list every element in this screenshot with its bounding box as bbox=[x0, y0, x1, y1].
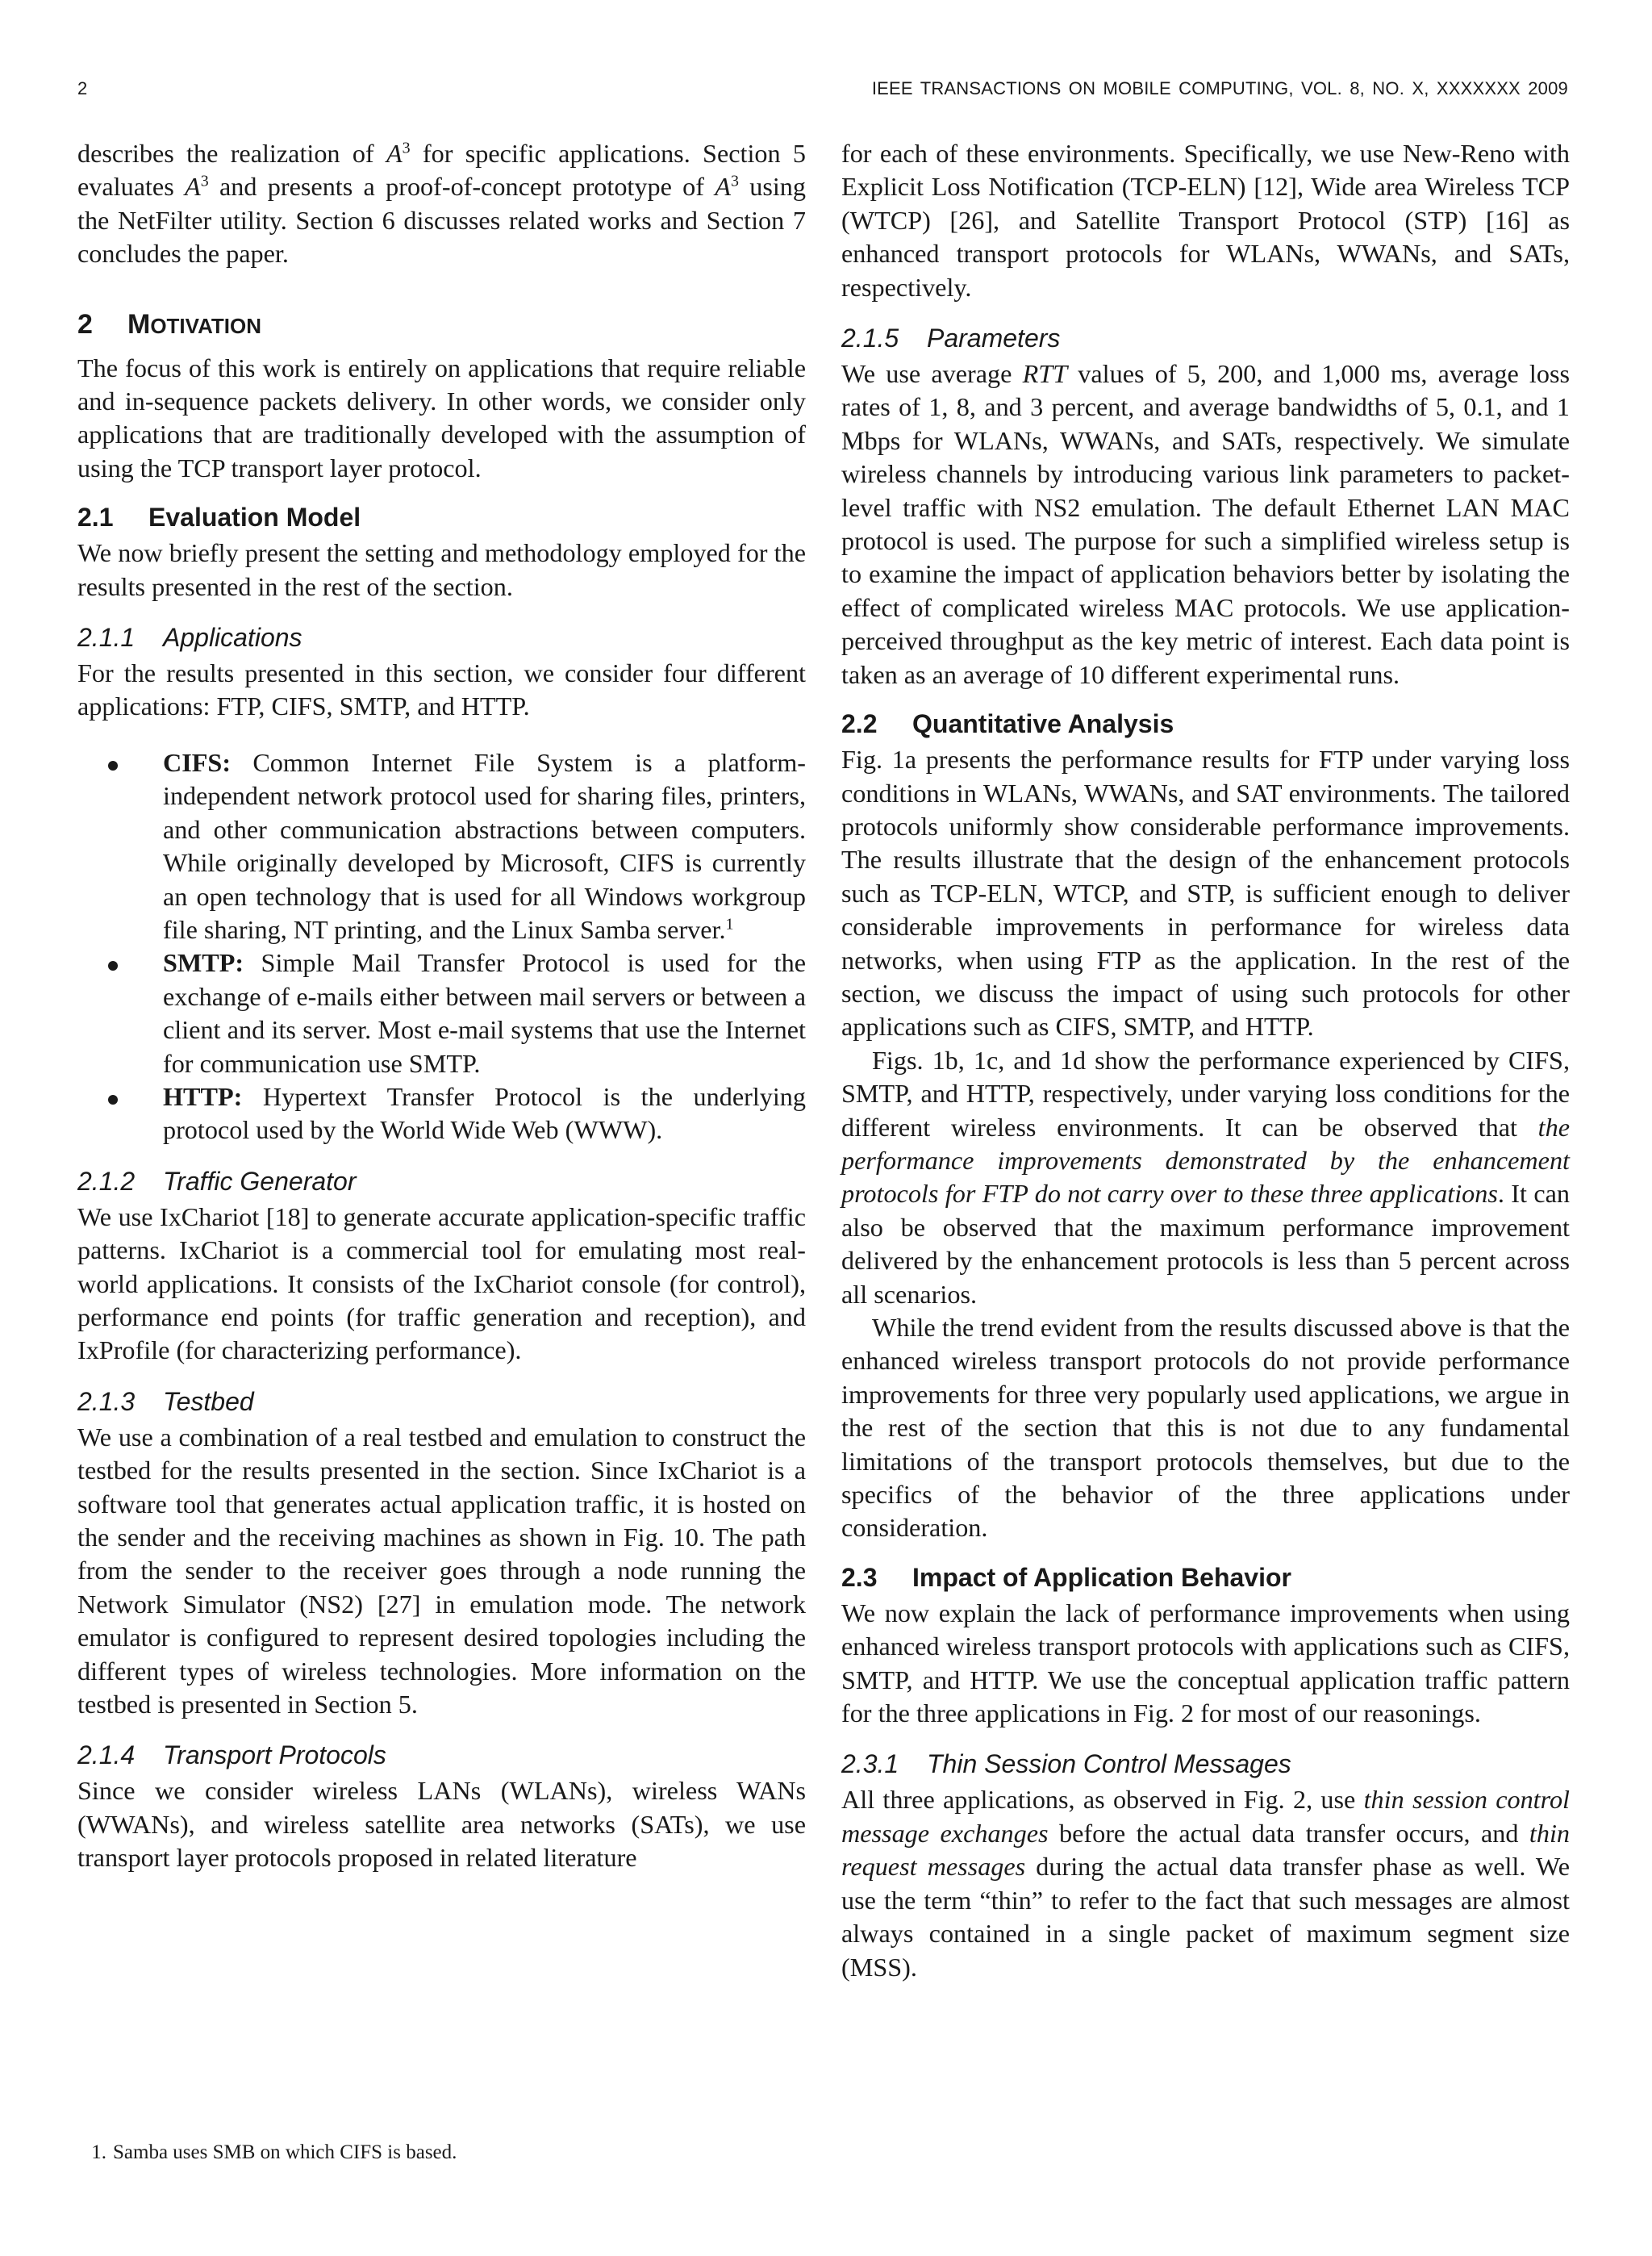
bullet-icon bbox=[108, 961, 118, 971]
subsubsection-heading-transport-protocols: 2.1.4 Transport Protocols bbox=[77, 1740, 386, 1770]
traffic-generator-paragraph: We use IxChariot [18] to generate accurate application-specific traffic patterns. IxChariot is a commercial tool for emulating most real-world applications. It consists of the IxChariot console (for control), performance end points (for traffic generation and reception), and IxProfile (for characterizing performance). bbox=[77, 1201, 806, 1365]
motivation-paragraph: The focus of this work is entirely on applications that require reliable and in-sequence packets delivery. In other words, we consider only applications that are traditionally developed with the assumption of using the TCP transport layer protocol. bbox=[77, 353, 806, 483]
subsubsection-heading-testbed: 2.1.3 Testbed bbox=[77, 1386, 254, 1416]
bullet-icon bbox=[108, 1095, 118, 1105]
testbed-paragraph: We use a combination of a real testbed and emulation to construct the testbed for the results presented in the section. Since IxChariot is a software tool that generates actual application traffic, it is hosted on the sender and the receiving machines as shown in Fig. 10. The path from the sender to the receiver goes through a node running the Network Simulator (NS2) [27] in emulation mode. The network emulator is configured to represent desired topologies including the different types of wireless technologies. More information on the testbed is presented in Section 5. bbox=[77, 1422, 806, 1719]
running-header bbox=[77, 78, 1568, 106]
quantitative-paragraph-1: Fig. 1a presents the performance results for FTP under varying loss conditions in WLANs, WWANs, and SAT environments. The tailored protocols uniformly show considerable performance improvements. The results illustrate that the design of the enhancement protocols such as TCP-ELN, WTCP, and STP, is sufficient enough to deliver considerable improvements in performance for wireless data networks, when using FTP as the application. In the rest of the section, we discuss the impact of using such protocols for other applications such as CIFS, SMTP, and HTTP. bbox=[841, 745, 1570, 1042]
quantitative-paragraph-3: While the trend evident from the results discussed above is that the enhanced wireless transport protocols do not provide performance improvements for three very popularly used applications, we argue in the rest of the section that this is not due to any fundamental limitations of the transport protocols themselves, but due to the specifics of the behavior of the three applications under consideration. bbox=[841, 1313, 1570, 1543]
subsubsection-heading-parameters: 2.1.5 Parameters bbox=[841, 324, 1061, 353]
subsubsection-heading-traffic-generator: 2.1.2 Traffic Generator bbox=[77, 1166, 357, 1196]
evaluation-model-paragraph: We now briefly present the setting and methodology employed for the results presented in the rest of the section. bbox=[77, 538, 806, 601]
application-list bbox=[77, 746, 806, 1147]
footnote: 1. Samba uses SMB on which CIFS is based. bbox=[91, 2141, 457, 2163]
subsection-heading-evaluation-model: 2.1 Evaluation Model bbox=[77, 503, 361, 533]
list-item-smtp: SMTP: Simple Mail Transfer Protocol is used for the exchange of e-mails either between mail servers or between a client and its server. Most e-mail systems that use the Internet for communication use SMTP. bbox=[77, 946, 806, 1080]
subsubsection-heading-thin-session: 2.3.1 Thin Session Control Messages bbox=[841, 1749, 1291, 1779]
subsection-heading-application-behavior: 2.3 Impact of Application Behavior bbox=[841, 1562, 1291, 1592]
thin-session-paragraph: All three applications, as observed in Fig. 2, use thin session control message exchanges before the actual data transfer occurs, and thin request messages during the actual data transfer phase as well. We use the term “thin” to refer to the fact that such messages are almost always contained in a single packet of maximum segment size (MSS). bbox=[841, 1785, 1570, 1982]
journal-header: IEEE TRANSACTIONS ON MOBILE COMPUTING, VOL. 8, NO. X, XXXXXXX 2009 bbox=[871, 78, 1568, 98]
list-item-http: HTTP: Hypertext Transfer Protocol is the underlying protocol used by the World Wide Web (WWW). bbox=[77, 1080, 806, 1147]
page-number: 2 bbox=[77, 78, 88, 98]
transport-protocols-continued: for each of these environments. Specifically, we use New-Reno with Explicit Loss Notification (TCP-ELN) [12], Wide area Wireless TCP (WTCP) [26], and Satellite Transport Protocol (STP) [16] as enhanced transport protocols for WLANs, WWANs, and SATs, respectively. bbox=[841, 139, 1570, 302]
intro-paragraph: describes the realization of $A^3$ for specific applications. Section 5 evaluates $A^3$ and presents a proof-of-concept prototype of $A^3$ using the NetFilter utility. Section 6 discusses related works and Section 7 concludes the paper. bbox=[77, 139, 807, 269]
transport-protocols-paragraph: Since we consider wireless LANs (WLANs), wireless WANs (WWANs), and wireless satellite area networks (SATs), we use transport layer protocols proposed in related literature bbox=[77, 1776, 806, 1873]
bullet-icon bbox=[108, 761, 118, 771]
footnote-marker: 1 bbox=[725, 915, 734, 934]
quantitative-paragraph-2: Figs. 1b, 1c, and 1d show the performance experienced by CIFS, SMTP, and HTTP, respectively, under varying loss conditions for the different wireless environments. It can be observed that the performance improvements demonstrated by the enhancement protocols for FTP do not carry over to these three applications. It can also be observed that the maximum performance improvement delivered by the enhancement protocols is less than 5 percent across all scenarios. bbox=[841, 1045, 1570, 1309]
application-behavior-paragraph: We now explain the lack of performance improvements when using enhanced wireless transport protocols with applications such as CIFS, SMTP, and HTTP. We use the conceptual application traffic pattern for the three applications in Fig. 2 for most of our reasonings. bbox=[841, 1598, 1570, 1728]
applications-paragraph: For the results presented in this section, we consider four different applications: FTP, CIFS, SMTP, and HTTP. bbox=[77, 658, 806, 721]
subsubsection-heading-applications: 2.1.1 Applications bbox=[77, 623, 302, 653]
section-heading-motivation: 2 MOTIVATION bbox=[77, 308, 262, 340]
subsection-heading-quantitative-analysis: 2.2 Quantitative Analysis bbox=[841, 709, 1174, 739]
right-column bbox=[841, 137, 1570, 1984]
list-item-cifs: CIFS: Common Internet File System is a platform-independent network protocol used for sharing files, printers, and other communication abstractions between computers. While originally developed by Microsoft, CIFS is currently an open technology that is used for all Windows workgroup file sharing, NT printing, and the Linux Samba server.$^1$ bbox=[77, 746, 806, 946]
left-column bbox=[77, 137, 806, 1875]
parameters-paragraph: We use average RTT values of 5, 200, and 1,000 ms, average loss rates of 1, 8, and 3 percent, and average bandwidths of 5, 0.1, and 1 Mbps for WLANs, WWANs, and SATs, respectively. We simulate wireless channels by introducing various link parameters to packet-level traffic with NS2 emulation. The default Ethernet LAN MAC protocol is used. The purpose for such a simplified wireless setup is to examine the impact of application behaviors better by isolating the effect of complicated wireless MAC protocols. We use application-perceived throughput as the key metric of interest. Each data point is taken as an average of 10 different experimental runs. bbox=[841, 359, 1571, 689]
